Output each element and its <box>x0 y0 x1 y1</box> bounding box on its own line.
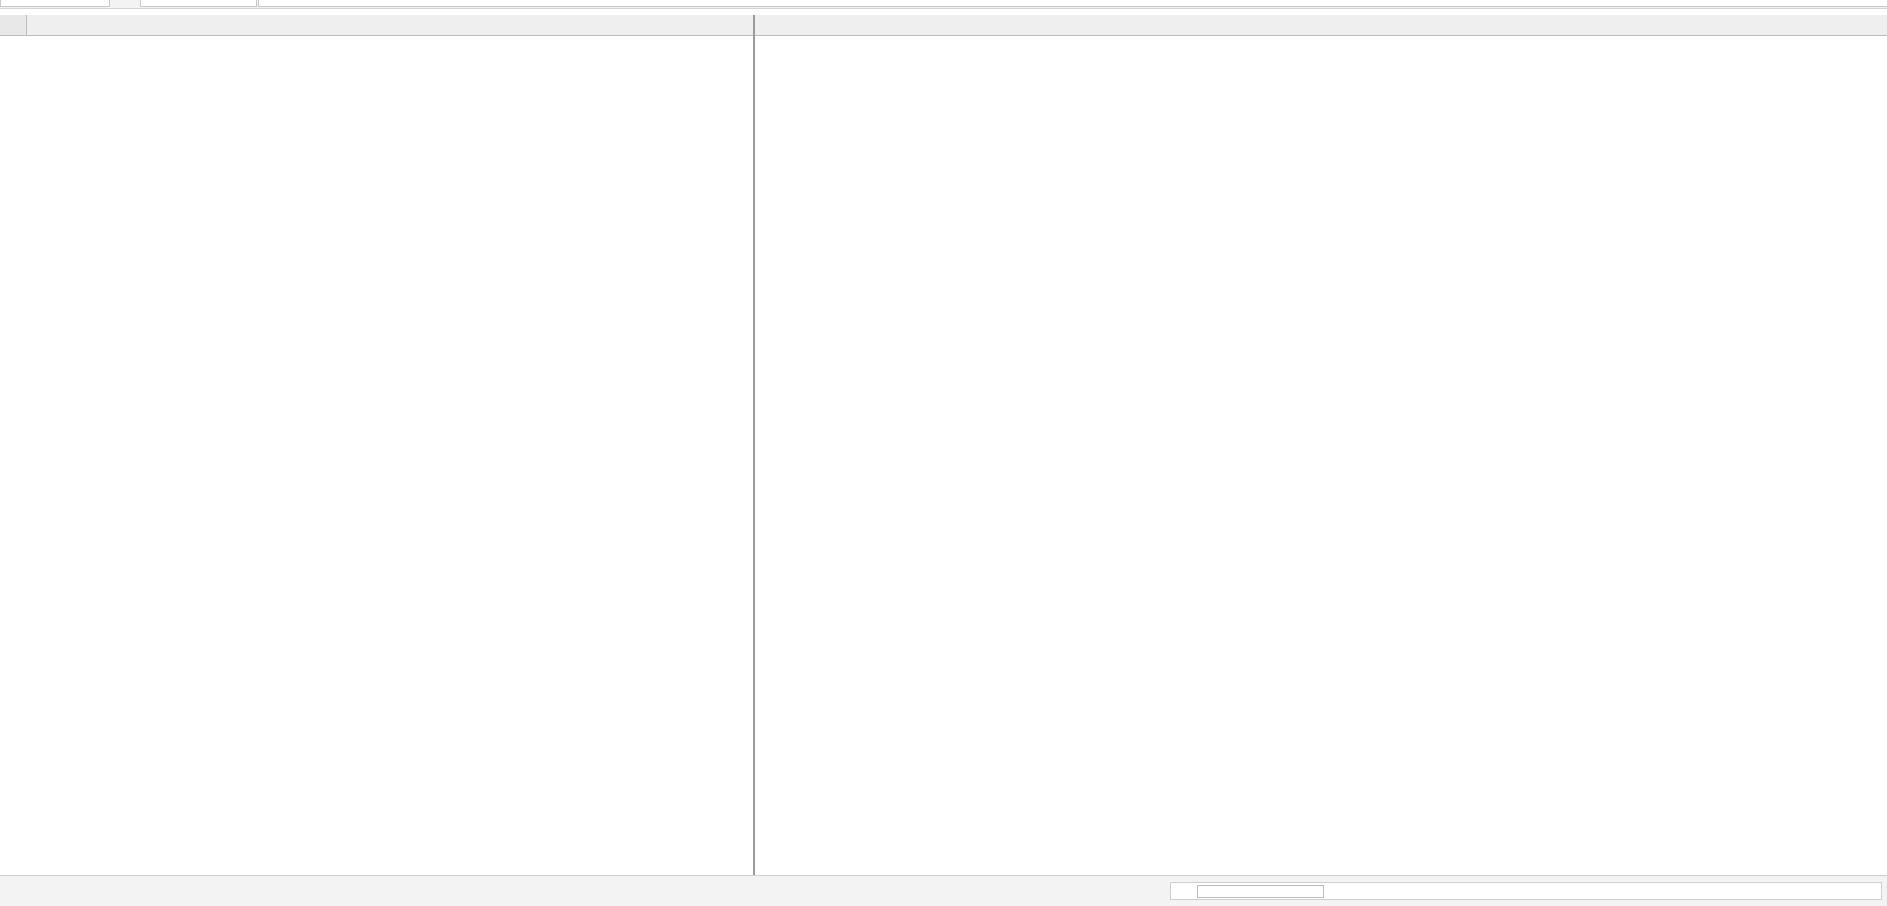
column-headers <box>0 15 1887 36</box>
add-sheet-icon[interactable] <box>1108 876 1132 904</box>
scroll-thumb[interactable] <box>1197 885 1324 898</box>
formula-controls[interactable] <box>140 0 257 7</box>
scroll-right-icon[interactable] <box>1863 876 1879 904</box>
freeze-pane-divider <box>753 15 755 875</box>
formula-input[interactable] <box>258 0 1887 7</box>
tabbar-menu-icon[interactable] <box>1140 876 1154 904</box>
scroll-left-icon[interactable] <box>1173 876 1189 904</box>
select-all-corner[interactable] <box>0 15 27 35</box>
name-box[interactable] <box>0 0 110 7</box>
horizontal-scrollbar[interactable] <box>1170 882 1882 900</box>
tab-more-right[interactable] <box>1080 876 1102 904</box>
formula-bar-strip <box>0 0 1887 9</box>
tab-more-left[interactable] <box>60 876 86 904</box>
sheet-tab-bar <box>0 875 1887 906</box>
tab-prev-icon[interactable] <box>22 876 36 904</box>
tab-next-icon[interactable] <box>42 876 56 904</box>
worksheet-grid[interactable] <box>0 15 1887 875</box>
